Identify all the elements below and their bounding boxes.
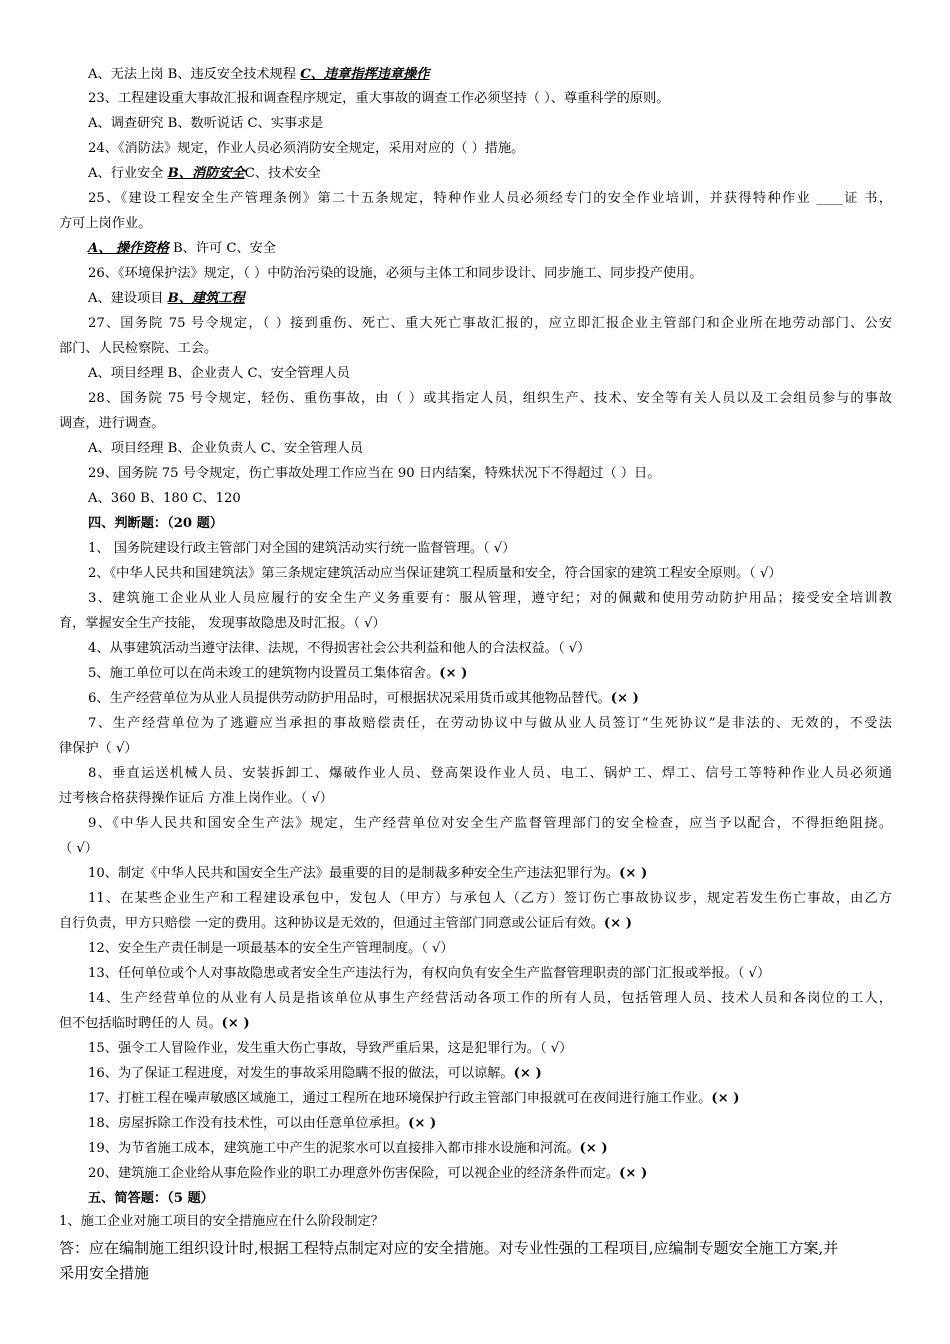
text-segment: 调查，进行调查。 <box>59 416 165 431</box>
bold-text: (× ) <box>619 866 648 881</box>
text-segment: 部门、人民检察院、工会。 <box>59 341 218 356</box>
answer-highlight: A、 操作资格 <box>88 241 169 256</box>
text-segment: 8、垂直运送机械人员、安装拆卸工、爆破作业人员、登高架设作业人员、电工、锅炉工、焊工、信号工等特种作业人员必须通 <box>88 766 892 781</box>
text-segment: A、建设项目 <box>88 291 168 306</box>
text-segment: 15、强令工人冒险作业，发生重大伤亡事故，导致严重后果，这是犯罪行为。（ √） <box>88 1041 573 1056</box>
text-line <box>88 765 892 783</box>
text-segment: 20、建筑施工企业给从事危险作业的职工办理意外伤害保险，可以视企业的经济条件而定。 <box>88 1166 620 1181</box>
text-segment: 律保护（ √） <box>59 741 138 756</box>
bold-text: (× ) <box>439 666 468 681</box>
text-segment: 11、在某些企业生产和工程建设承包中，发包人（甲方）与承包人（乙方）签订伤亡事故协议步，规定若发生伤亡事故，由乙方 <box>88 891 892 906</box>
text-segment: 过考核合格获得操作证后 方准上岗作业。（ √） <box>59 791 333 806</box>
bold-text: 四、判断题：（20 题） <box>88 516 224 531</box>
text-line <box>59 1213 384 1231</box>
answer-highlight: C、违章指挥违章操作 <box>300 67 430 82</box>
text-line <box>88 66 429 84</box>
text-line <box>88 715 892 733</box>
text-line <box>88 865 647 883</box>
text-segment: 25、《建设工程安全生产管理条例》第二十五条规定，特种作业人员必须经专门的安全作业培训，并获得特种作业 ____证 书， <box>88 191 892 206</box>
text-segment: 14、生产经营单位的从业有人员是指该单位从事生产经营活动各项工作的所有人员，包括管理人员、技术人员和各岗位的工人， <box>88 991 892 1006</box>
text-line <box>88 115 324 133</box>
text-line <box>88 815 892 833</box>
bold-text: (× ) <box>610 691 639 706</box>
text-line <box>88 190 892 208</box>
text-line <box>88 265 702 283</box>
text-line <box>88 240 276 258</box>
text-segment: （ √） <box>59 841 98 856</box>
text-line <box>88 965 770 983</box>
text-line <box>88 1090 740 1108</box>
text-line <box>88 390 892 408</box>
text-line <box>59 840 98 858</box>
text-segment: 2、《中华人民共和国建筑法》第三条规定建筑活动应当保证建筑工程质量和安全，符合国家的建筑工程安全原则。（ √） <box>88 566 782 581</box>
answer-highlight: B、建筑工程 <box>167 291 245 306</box>
text-line <box>59 1262 149 1284</box>
text-line <box>88 990 892 1008</box>
text-segment: A、调查研究 B、数听说话 C、实事求是 <box>88 116 324 131</box>
text-segment: 24、《消防法》规定，作业人员必须消防安全规定，采用对应的（ ）措施。 <box>88 141 525 156</box>
text-line <box>88 490 241 508</box>
text-segment: 23、工程建设重大事故汇报和调查程序规定，重大事故的调查工作必须坚持（ ）、尊重科学的原则。 <box>88 91 670 106</box>
text-segment: 6、生产经营单位为从业人员提供劳动防护用品时，可根据状况采用货币或其他物品替代。 <box>88 691 611 706</box>
text-segment: 26、《环境保护法》规定，（ ）中防治污染的设施，必须与主体工和同步设计、同步施工、同步投产使用。 <box>88 266 703 281</box>
text-segment: 1、 国务院建设行政主管部门对全国的建筑活动实行统一监督管理。（ √） <box>88 541 516 556</box>
text-line <box>88 1115 436 1133</box>
bold-text: (× ) <box>513 1066 542 1081</box>
text-line <box>88 665 467 683</box>
text-line <box>88 565 782 583</box>
text-segment: 17、打桩工程在噪声敏感区域施工，通过工程所在地环境保护行政主管部门申报就可在夜间进行施工作业。 <box>88 1091 712 1106</box>
text-segment: 1、施工企业对施工项目的安全措施应在什么阶段制定？ <box>59 1214 384 1229</box>
text-line <box>88 140 524 158</box>
text-line <box>88 640 590 658</box>
text-segment: 13、任何单位或个人对事故隐患或者安全生产违法行为，有权向负有安全生产监督管理职责的部门汇报或举报。（ √） <box>88 966 771 981</box>
text-segment: 28、国务院 75 号令规定，轻伤、重伤事故，由（ ）或其指定人员，组织生产、技术、安全等有关人员以及工会组员参与的事故 <box>88 391 892 406</box>
text-line <box>88 1190 214 1208</box>
text-segment: 27、国务院 75 号令规定，（ ）接到重伤、死亡、重大死亡事故汇报的，应立即汇报企业主管部门和企业所在地劳动部门、公安 <box>88 316 892 331</box>
text-line <box>59 340 217 358</box>
text-segment: A、行业安全 <box>88 166 168 181</box>
text-segment: 10、制定《中华人民共和国安全生产法》最重要的目的是制裁多种安全生产违法犯罪行为。 <box>88 866 620 881</box>
text-segment: 9、《中华人民共和国安全生产法》规定，生产经营单位对安全生产监督管理部门的安全检查，应当予以配合，不得拒绝阻挠。 <box>88 816 892 831</box>
text-segment: 3、建筑施工企业从业人员应履行的安全生产义务重要有：服从管理，遵守纪；对的佩戴和使用劳动防护用品；接受安全培训教 <box>88 591 892 606</box>
text-line <box>59 790 333 808</box>
text-segment: 16、为了保证工程进度，对发生的事故采用隐瞒不报的做法，可以谅解。 <box>88 1066 514 1081</box>
text-line <box>88 590 892 608</box>
text-line <box>59 215 151 233</box>
text-line <box>88 90 669 108</box>
text-segment: 5、施工单位可以在尚未竣工的建筑物内设置员工集体宿舍。 <box>88 666 440 681</box>
bold-text: 五、简答题：（5 题） <box>88 1191 214 1206</box>
text-line <box>88 1040 572 1058</box>
text-line <box>88 1140 608 1158</box>
text-segment: A、项目经理 B、企业负责人 C、安全管理人员 <box>88 441 364 456</box>
bold-text: (× ) <box>603 916 633 931</box>
text-segment: 方可上岗作业。 <box>59 216 152 231</box>
text-segment: C、技术安全 <box>244 166 321 181</box>
text-segment: 29、国务院 75 号令规定，伤亡事故处理工作应当在 90 日内结案，特殊状况下不得超过（ ）日。 <box>88 466 661 481</box>
text-line <box>59 915 632 933</box>
text-line <box>59 740 138 758</box>
text-segment: A、项目经理 B、企业责人 C、安全管理人员 <box>88 366 350 381</box>
text-segment: 答：应在编制施工组织设计时,根据工程特点制定对应的安全措施。对专业性强的工程项目,应编制专题安全施工方案,并 <box>59 1239 839 1257</box>
text-segment: 18、房屋拆除工作没有技术性，可以由任意单位承担。 <box>88 1116 409 1131</box>
bold-text: (× ) <box>711 1091 740 1106</box>
answer-highlight: B、消防安全 <box>167 166 245 181</box>
text-segment: 采用安全措施 <box>59 1264 150 1282</box>
text-line <box>88 440 363 458</box>
text-segment: B、许可 C、安全 <box>168 241 277 256</box>
text-line <box>88 315 892 333</box>
text-segment: 育，掌握安全生产技能， 发现事故隐患及时汇报。（ √） <box>59 616 386 631</box>
bold-text: (× ) <box>408 1116 437 1131</box>
text-line <box>88 165 321 183</box>
bold-text: (× ) <box>579 1141 608 1156</box>
text-line <box>59 615 386 633</box>
text-line <box>88 1065 542 1083</box>
text-segment: 4、从事建筑活动当遵守法律、法规，不得损害社会公共利益和他人的合法权益。（ √） <box>88 641 591 656</box>
text-segment: 12、安全生产责任制是一项最基本的安全生产管理制度。（ √） <box>88 941 454 956</box>
text-segment: A、无法上岗 B、违反安全技术规程 <box>88 67 301 82</box>
text-line <box>88 540 515 558</box>
text-segment: 19、为节省施工成本，建筑施工中产生的泥浆水可以直接排入都市排水设施和河流。 <box>88 1141 580 1156</box>
text-segment: 7、生产经营单位为了逃避应当承担的事故赔偿责任，在劳动协议中与做从业人员签订“生死协议”是非法的、无效的，不受法 <box>88 716 892 731</box>
text-line <box>59 1237 838 1259</box>
text-line <box>88 290 245 308</box>
text-line <box>88 690 639 708</box>
text-line <box>88 940 454 958</box>
text-segment: 但不包括临时聘任的人 员。 <box>59 1016 222 1031</box>
text-line <box>88 515 223 533</box>
text-line <box>88 890 892 908</box>
text-segment: 自行负责，甲方只赔偿 一定的费用。这种协议是无效的，但通过主管部门同意或公证后有效。 <box>59 916 604 931</box>
bold-text: (× ) <box>221 1016 250 1031</box>
bold-text: (× ) <box>619 1166 648 1181</box>
text-line <box>59 1015 250 1033</box>
text-line <box>88 1165 647 1183</box>
text-segment: A、360 B、180 C、120 <box>88 491 241 506</box>
text-line <box>59 415 165 433</box>
text-line <box>88 465 660 483</box>
text-line <box>88 365 350 383</box>
